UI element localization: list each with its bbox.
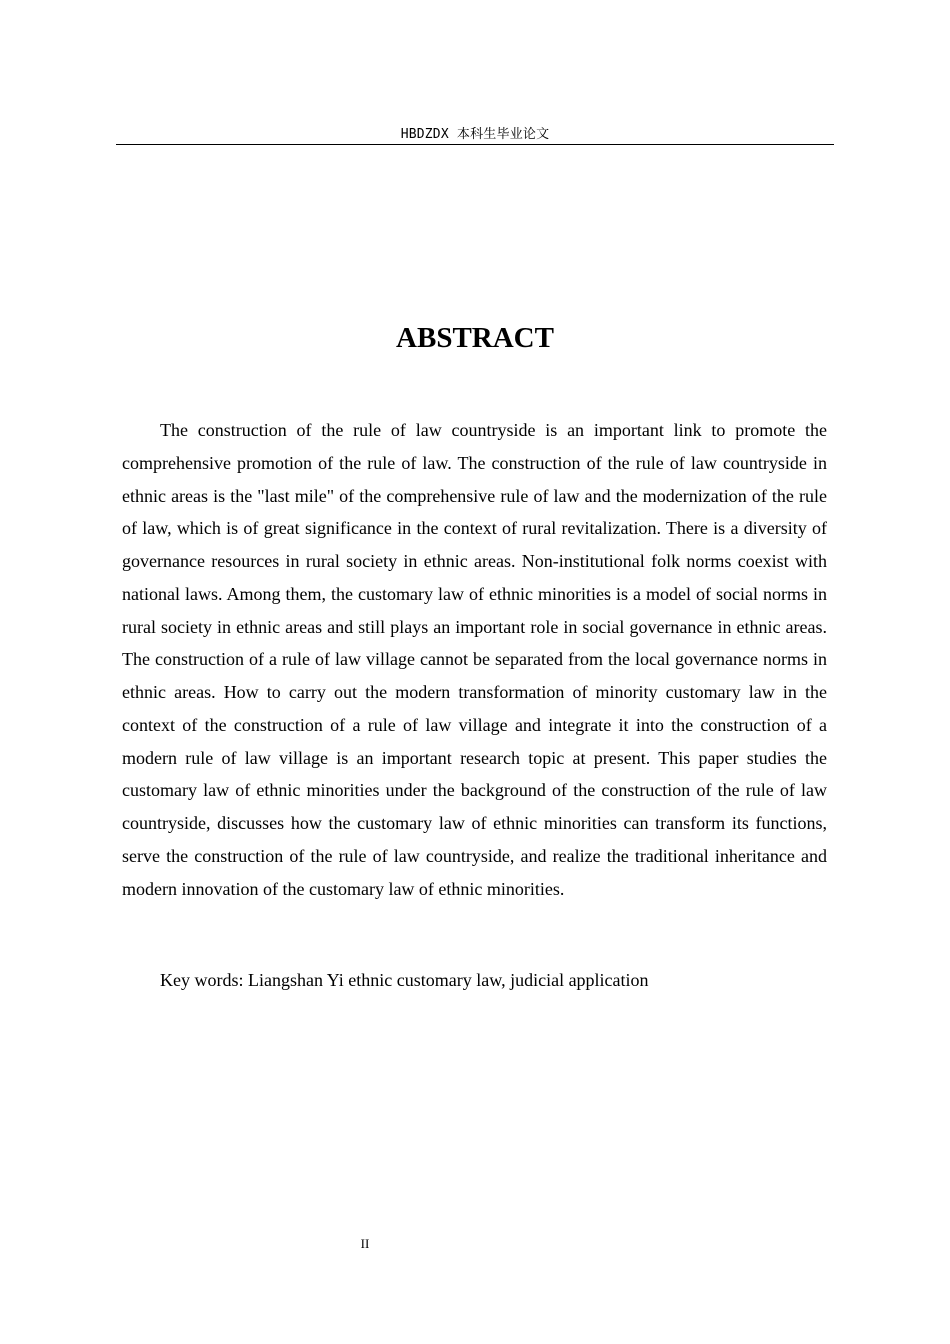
running-header [116,126,834,145]
abstract-title: ABSTRACT [396,322,554,354]
page-number: II [360,1236,370,1251]
keywords-line: Key words: Liangshan Yi ethnic customary law, judicial application [160,970,649,990]
abstract-paragraph: The construction of the rule of law countryside is an important link to promote the comprehensive promotion of the rule of law. The construction of the rule of law countryside in ethnic areas is the "last mile" of the comprehensive rule of law and the modernization of the rule of law, which is of great significance in the context of rural revitalization. There is a diversity of governance resources in rural society in ethnic areas. Non-institutional folk norms coexist with national laws. Among them, the customary law of ethnic minorities is a model of social norms in rural society in ethnic areas and still plays an important role in social governance in ethnic areas. The construction of a rule of law village cannot be separated from the local governance norms in ethnic areas. How to carry out the modern transformation of minority customary law in the context of the construction of a rule of law village and integrate it into the construction of a modern rule of law village is an important research topic at present. This paper studies the customary law of ethnic minorities under the background of the construction of the rule of law countryside, discusses how the customary law of ethnic minorities can transform its functions, serve the construction of the rule of law countryside, and realize the traditional inheritance and modern innovation of the customary law of ethnic minorities. [122,420,827,899]
running-header-text: HBDZDX 本科生毕业论文 [400,127,550,142]
